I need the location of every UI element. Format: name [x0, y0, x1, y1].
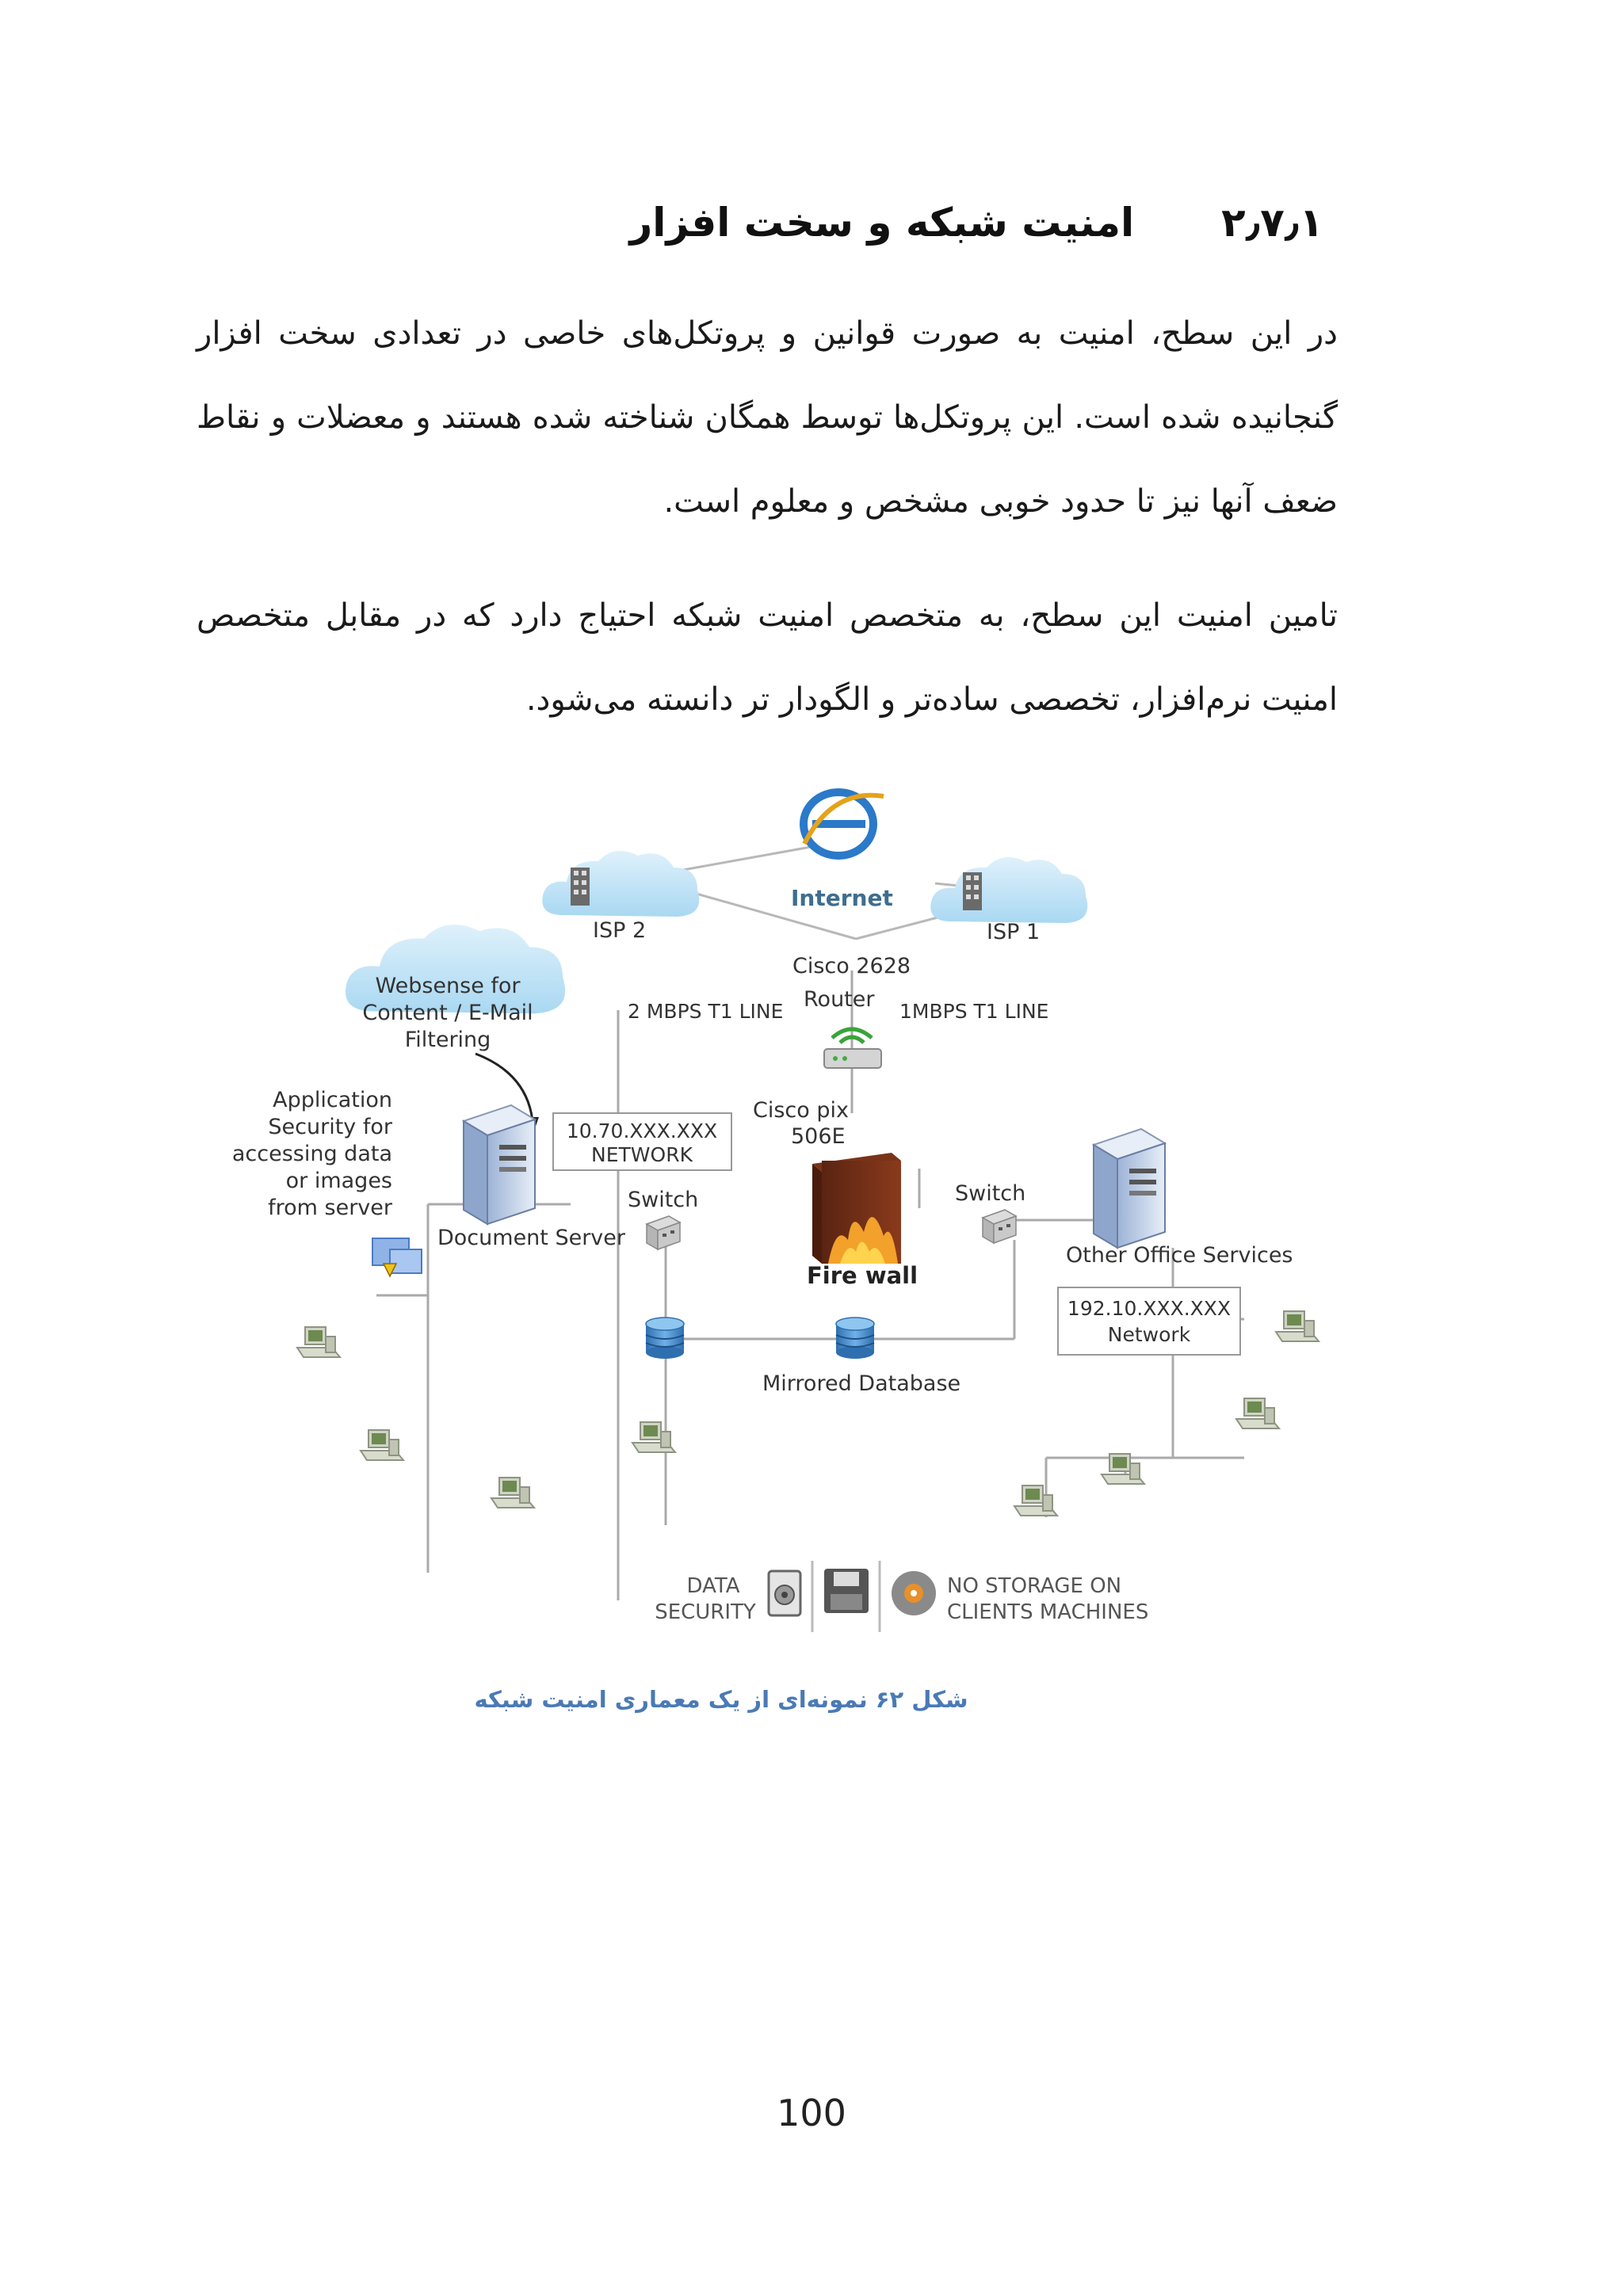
network-diagram [222, 780, 1387, 1644]
network-diagram-svg [222, 780, 1387, 1644]
line-left-label: 2 MBPS T1 LINE [628, 1000, 784, 1023]
pc-icon [491, 1478, 534, 1508]
app-security-line-2: Security for [268, 1115, 392, 1139]
router-model-label: Cisco 2628 [792, 954, 911, 978]
database-right-icon [836, 1318, 874, 1359]
no-storage-line-2: CLIENTS MACHINES [947, 1600, 1149, 1624]
hard-drive-icon [769, 1571, 800, 1615]
section-title: امنیت شبکه و سخت افزار [629, 200, 1135, 246]
network-left-label: NETWORK [591, 1143, 693, 1166]
switch-left-icon [647, 1216, 680, 1249]
app-security-line-5: from server [268, 1196, 392, 1220]
isp2-cloud [542, 851, 699, 917]
paragraph-1: در این سطح، امنیت به صورت قوانین و پروتکل‌های خاصی در تعدادی سخت افزار گنجانیده شده است. این پروتکل‌ها توسط همگان شناخته شده هستند و معضلات و نقاط ضعف آنها نیز تا حدود خوبی مشخص و معلوم است. [197, 315, 1338, 520]
section-number: ۲٫۷٫۱ [1221, 200, 1323, 246]
websense-line-2: Content / E-Mail [362, 1001, 533, 1025]
internet-icon [804, 792, 884, 856]
isp1-cloud [930, 857, 1087, 923]
websense-line-1: Websense for [375, 974, 521, 998]
switch-right-icon [983, 1210, 1016, 1243]
isp2-label: ISP 2 [593, 918, 647, 943]
other-office-server-icon [1094, 1129, 1165, 1248]
no-storage-line-1: NO STORAGE ON [947, 1574, 1122, 1598]
cisco-pix-line-1: Cisco pix [753, 1098, 849, 1123]
internet-label: Internet [791, 885, 893, 911]
network-left-ip: 10.70.XXX.XXX [566, 1119, 718, 1142]
security-monitor-icon [372, 1238, 422, 1276]
firewall-icon [812, 1153, 901, 1264]
isp1-label: ISP 1 [987, 920, 1041, 944]
paragraph-2: تامین امنیت این سطح، به متخصص امنیت شبکه احتیاج دارد که در مقابل متخصص امنیت نرم‌افزار، تخصصی ساده‌تر و الگودار تر دانسته می‌شود. [197, 597, 1338, 718]
data-security-line-1: DATA [686, 1574, 740, 1598]
network-right-ip: 192.10.XXX.XXX [1067, 1297, 1232, 1320]
document-server-icon [464, 1105, 535, 1224]
database-left-icon [646, 1318, 684, 1359]
app-security-line-1: Application [273, 1088, 392, 1112]
switch-left-label: Switch [628, 1188, 699, 1212]
router-label: Router [804, 987, 875, 1012]
firewall-label: Fire wall [807, 1262, 918, 1289]
figure-caption: شکل ۶۲ نمونه‌ای از یک معماری امنیت شبکه [474, 1686, 968, 1713]
pc-icon [1276, 1311, 1319, 1341]
pc-icon [1014, 1486, 1057, 1516]
pc-icon [632, 1422, 675, 1452]
cisco-pix-line-2: 506E [791, 1124, 846, 1149]
section-heading [629, 200, 1323, 263]
data-security-line-2: SECURITY [655, 1600, 756, 1624]
page-number: 100 [777, 2092, 846, 2134]
switch-right-label: Switch [955, 1181, 1026, 1206]
websense-line-3: Filtering [404, 1028, 491, 1052]
network-right-label: Network [1107, 1323, 1191, 1346]
other-office-label: Other Office Services [1066, 1243, 1293, 1268]
pc-icon [1236, 1398, 1279, 1428]
app-security-line-4: or images [285, 1169, 392, 1193]
floppy-disk-icon [824, 1569, 869, 1613]
app-security-line-3: accessing data [231, 1142, 392, 1166]
pc-icon [361, 1430, 403, 1460]
mirrored-db-label: Mirrored Database [762, 1371, 961, 1396]
line-right-label: 1MBPS T1 LINE [899, 1000, 1049, 1023]
disc-icon [892, 1571, 936, 1615]
pc-icon [297, 1327, 340, 1357]
document-server-label: Document Server [437, 1226, 626, 1250]
